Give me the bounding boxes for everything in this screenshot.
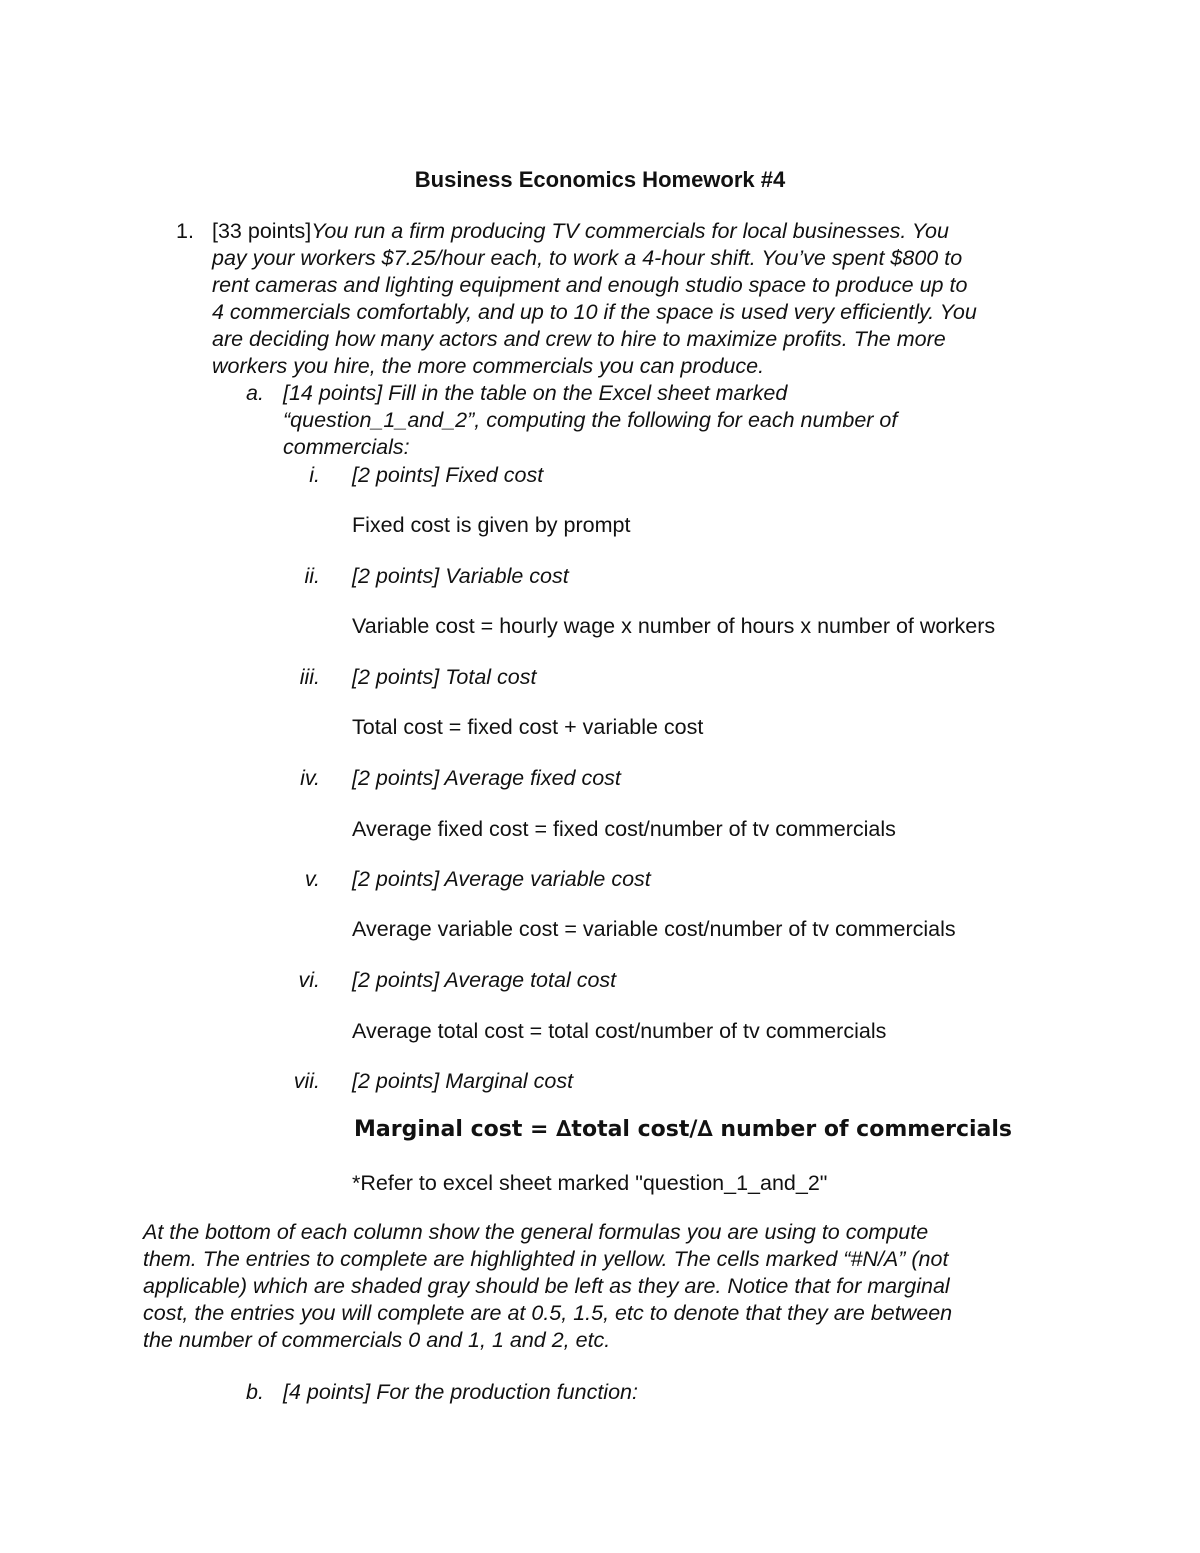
item-title-variable-cost: [2 points] Variable cost	[352, 564, 569, 588]
item-numeral: vii.	[293, 1069, 320, 1093]
item-numeral: v.	[304, 867, 320, 891]
item-title-average-fixed-cost: [2 points] Average fixed cost	[352, 766, 621, 790]
item-answer-variable-cost: Variable cost = hourly wage x number of hours x number of workers	[352, 614, 996, 638]
question-line: are deciding how many actors and crew to hire to maximize profits. The more	[212, 327, 946, 351]
item-title-average-variable-cost: [2 points] Average variable cost	[352, 867, 651, 891]
item-answer-average-variable-cost: Average variable cost = variable cost/number of tv commercials	[352, 917, 956, 941]
item-answer-marginal-cost: Marginal cost = ∆total cost/∆ number of commercials	[354, 1117, 1013, 1142]
item-numeral: ii.	[304, 564, 320, 588]
part-a-line: [14 points] Fill in the table on the Excel sheet marked	[283, 381, 788, 405]
item-title-fixed-cost: [2 points] Fixed cost	[352, 463, 544, 487]
question-line: workers you hire, the more commercials you can produce.	[212, 354, 765, 378]
part-a-line: “question_1_and_2”, computing the following for each number of	[283, 408, 898, 432]
question-line: rent cameras and lighting equipment and enough studio space to produce up to	[212, 273, 968, 297]
item-answer-average-fixed-cost: Average fixed cost = fixed cost/number of tv commercials	[352, 817, 896, 841]
item-answer-fixed-cost: Fixed cost is given by prompt	[352, 513, 631, 537]
question-points: [33 points]	[212, 219, 312, 243]
item-title-total-cost: [2 points] Total cost	[352, 665, 537, 689]
instructions-line: At the bottom of each column show the general formulas you are using to compute	[143, 1220, 929, 1244]
part-a-label: a.	[246, 381, 264, 405]
excel-sheet-note: *Refer to excel sheet marked "question_1_and_2"	[352, 1171, 828, 1195]
instructions-line: cost, the entries you will complete are at 0.5, 1.5, etc to denote that they are between	[143, 1301, 953, 1325]
page-title: Business Economics Homework #4	[414, 167, 786, 192]
question-intro: You run a firm producing TV commercials for local businesses. You	[311, 219, 949, 243]
item-answer-average-total-cost: Average total cost = total cost/number of tv commercials	[352, 1019, 887, 1043]
question-line: 4 commercials comfortably, and up to 10 if the space is used very efficiently. You	[212, 300, 977, 324]
instructions-line: applicable) which are shaded gray should be left as they are. Notice that for marginal	[143, 1274, 950, 1298]
item-numeral: iv.	[300, 766, 320, 790]
instructions-line: them. The entries to complete are highlighted in yellow. The cells marked “#N/A” (not	[143, 1247, 949, 1271]
part-b-text: [4 points] For the production function:	[283, 1380, 638, 1404]
question-line: pay your workers $7.25/hour each, to work a 4-hour shift. You’ve spent $800 to	[212, 246, 963, 270]
item-answer-total-cost: Total cost = fixed cost + variable cost	[352, 715, 704, 739]
item-title-average-total-cost: [2 points] Average total cost	[352, 968, 617, 992]
item-numeral: iii.	[299, 665, 320, 689]
item-numeral: i.	[309, 463, 320, 487]
part-a-line: commercials:	[283, 435, 410, 459]
question-number: 1.	[176, 219, 194, 243]
item-numeral: vi.	[298, 968, 320, 992]
instructions-line: the number of commercials 0 and 1, 1 and 2, etc.	[143, 1328, 611, 1352]
item-title-marginal-cost: [2 points] Marginal cost	[352, 1069, 574, 1093]
question-1-line-1	[212, 218, 949, 245]
part-b-label: b.	[246, 1380, 264, 1404]
